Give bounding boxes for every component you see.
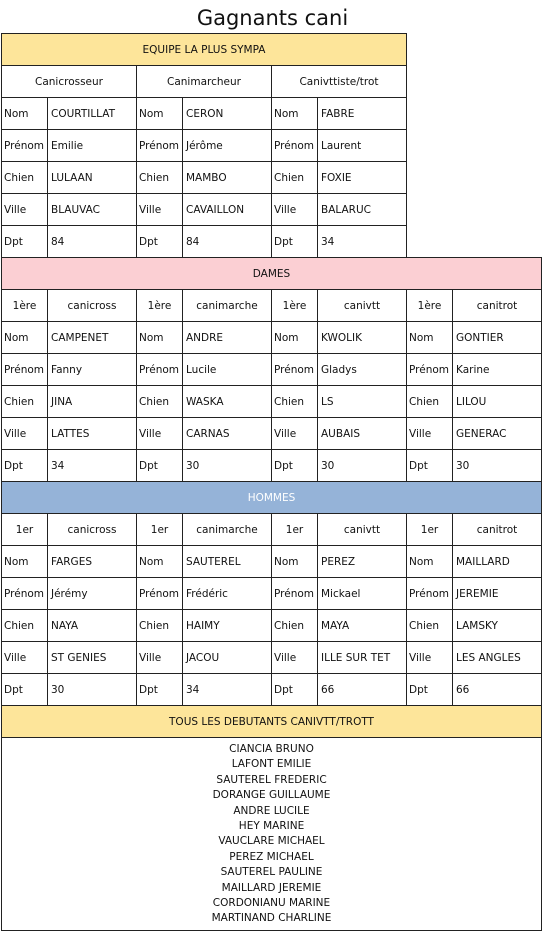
- dames-dpt-1: 30: [183, 450, 272, 482]
- hommes-prenom-2: Mickael: [318, 578, 407, 610]
- label-ville: Ville: [2, 642, 48, 674]
- hommes-nom-3: MAILLARD: [453, 546, 542, 578]
- sympa-nom-2: FABRE: [318, 98, 407, 130]
- label-chien: Chien: [2, 162, 48, 194]
- list-item: SAUTEREL PAULINE: [220, 866, 323, 879]
- label-dpt: Dpt: [137, 674, 183, 706]
- hommes-row-dpt: [2, 674, 542, 706]
- label-chien: Chien: [407, 386, 453, 418]
- list-item: DORANGE GUILLAUME: [212, 789, 331, 802]
- label-dpt: Dpt: [2, 674, 48, 706]
- label-prenom: Prénom: [2, 354, 48, 386]
- label-ville: Ville: [272, 642, 318, 674]
- label-nom: Nom: [407, 322, 453, 354]
- label-chien: Chien: [137, 386, 183, 418]
- dames-prenom-0: Fanny: [48, 354, 137, 386]
- dames-chien-0: JINA: [48, 386, 137, 418]
- hommes-ville-3: LES ANGLES: [453, 642, 542, 674]
- list-item: MARTINAND CHARLINE: [211, 912, 332, 925]
- dames-chien-2: LS: [318, 386, 407, 418]
- label-dpt: Dpt: [407, 450, 453, 482]
- label-chien: Chien: [2, 386, 48, 418]
- dames-dpt-2: 30: [318, 450, 407, 482]
- label-ville: Ville: [272, 418, 318, 450]
- sympa-row-prenom: [2, 130, 542, 162]
- dames-rank-2: 1ère: [272, 290, 318, 322]
- debutants-banner: TOUS LES DEBUTANTS CANIVTT/TROTT: [2, 706, 542, 738]
- dames-row-chien: [2, 386, 542, 418]
- dames-discipline-3: canitrot: [453, 290, 542, 322]
- label-prenom: Prénom: [272, 354, 318, 386]
- hommes-row-chien: [2, 610, 542, 642]
- sympa-dpt-1: 84: [183, 226, 272, 258]
- hommes-discipline-3: canitrot: [453, 514, 542, 546]
- list-item: ANDRE LUCILE: [233, 804, 310, 817]
- label-nom: Nom: [407, 546, 453, 578]
- dames-ville-3: GENERAC: [453, 418, 542, 450]
- label-nom: Nom: [137, 322, 183, 354]
- label-chien: Chien: [137, 610, 183, 642]
- dames-prenom-1: Lucile: [183, 354, 272, 386]
- dames-ville-2: AUBAIS: [318, 418, 407, 450]
- hommes-chien-3: LAMSKY: [453, 610, 542, 642]
- sympa-header-1: Canimarcheur: [137, 66, 272, 98]
- page-title: Gagnants cani: [196, 6, 349, 30]
- sympa-ville-2: BALARUC: [318, 194, 407, 226]
- label-prenom: Prénom: [137, 354, 183, 386]
- hommes-dpt-2: 66: [318, 674, 407, 706]
- label-prenom: Prénom: [407, 578, 453, 610]
- label-ville: Ville: [407, 418, 453, 450]
- dames-ville-0: LATTES: [48, 418, 137, 450]
- hommes-header-row: [2, 514, 542, 546]
- label-prenom: Prénom: [2, 578, 48, 610]
- hommes-rank-1: 1er: [137, 514, 183, 546]
- label-prenom: Prénom: [2, 130, 48, 162]
- sympa-nom-1: CERON: [183, 98, 272, 130]
- dames-prenom-3: Karine: [453, 354, 542, 386]
- dames-rank-3: 1ère: [407, 290, 453, 322]
- label-dpt: Dpt: [2, 226, 48, 258]
- sympa-prenom-0: Emilie: [48, 130, 137, 162]
- label-dpt: Dpt: [137, 226, 183, 258]
- label-prenom: Prénom: [272, 130, 318, 162]
- label-nom: Nom: [137, 546, 183, 578]
- label-chien: Chien: [407, 610, 453, 642]
- hommes-dpt-3: 66: [453, 674, 542, 706]
- label-nom: Nom: [2, 322, 48, 354]
- hommes-chien-1: HAIMY: [183, 610, 272, 642]
- list-item: SAUTEREL FREDERIC: [216, 773, 327, 786]
- label-dpt: Dpt: [137, 450, 183, 482]
- hommes-discipline-1: canimarche: [183, 514, 272, 546]
- label-nom: Nom: [272, 98, 318, 130]
- label-ville: Ville: [272, 194, 318, 226]
- hommes-nom-1: SAUTEREL: [183, 546, 272, 578]
- hommes-rank-0: 1er: [2, 514, 48, 546]
- sympa-chien-0: LULAAN: [48, 162, 137, 194]
- list-item: HEY MARINE: [238, 820, 305, 833]
- label-chien: Chien: [272, 162, 318, 194]
- label-nom: Nom: [2, 98, 48, 130]
- dames-row-ville: [2, 418, 542, 450]
- list-item: CORDONIANU MARINE: [212, 897, 331, 910]
- label-dpt: Dpt: [272, 226, 318, 258]
- debutants-list: [2, 738, 542, 931]
- hommes-prenom-0: Jérémy: [48, 578, 137, 610]
- sympa-ville-0: BLAUVAC: [48, 194, 137, 226]
- label-ville: Ville: [407, 642, 453, 674]
- label-dpt: Dpt: [272, 674, 318, 706]
- list-item: PEREZ MICHAEL: [229, 850, 314, 863]
- label-prenom: Prénom: [272, 578, 318, 610]
- hommes-row-nom: [2, 546, 542, 578]
- hommes-banner: HOMMES: [2, 482, 542, 514]
- hommes-discipline-2: canivtt: [318, 514, 407, 546]
- label-prenom: Prénom: [137, 130, 183, 162]
- sympa-row-chien: [2, 162, 542, 194]
- dames-nom-1: ANDRE: [183, 322, 272, 354]
- label-dpt: Dpt: [2, 450, 48, 482]
- sympa-banner: EQUIPE LA PLUS SYMPA: [2, 34, 407, 66]
- dames-dpt-0: 34: [48, 450, 137, 482]
- dames-nom-0: CAMPENET: [48, 322, 137, 354]
- sympa-row-ville: [2, 194, 542, 226]
- label-chien: Chien: [2, 610, 48, 642]
- label-prenom: Prénom: [407, 354, 453, 386]
- sympa-prenom-1: Jérôme: [183, 130, 272, 162]
- dames-chien-3: LILOU: [453, 386, 542, 418]
- dames-row-prenom: [2, 354, 542, 386]
- dames-nom-3: GONTIER: [453, 322, 542, 354]
- dames-prenom-2: Gladys: [318, 354, 407, 386]
- hommes-dpt-0: 30: [48, 674, 137, 706]
- list-item: LAFONT EMILIE: [231, 758, 312, 771]
- hommes-ville-2: ILLE SUR TET: [318, 642, 407, 674]
- label-dpt: Dpt: [272, 450, 318, 482]
- winners-table: [1, 33, 542, 931]
- hommes-dpt-1: 34: [183, 674, 272, 706]
- label-prenom: Prénom: [137, 578, 183, 610]
- dames-dpt-3: 30: [453, 450, 542, 482]
- sympa-row-dpt: [2, 226, 542, 258]
- label-chien: Chien: [272, 610, 318, 642]
- dames-banner: DAMES: [2, 258, 542, 290]
- list-item: VAUCLARE MICHAEL: [218, 835, 325, 848]
- label-nom: Nom: [272, 546, 318, 578]
- sympa-chien-2: FOXIE: [318, 162, 407, 194]
- label-ville: Ville: [137, 418, 183, 450]
- dames-discipline-2: canivtt: [318, 290, 407, 322]
- hommes-nom-2: PEREZ: [318, 546, 407, 578]
- hommes-row-prenom: [2, 578, 542, 610]
- dames-discipline-1: canimarche: [183, 290, 272, 322]
- hommes-nom-0: FARGES: [48, 546, 137, 578]
- sympa-chien-1: MAMBO: [183, 162, 272, 194]
- hommes-prenom-3: JEREMIE: [453, 578, 542, 610]
- label-ville: Ville: [137, 194, 183, 226]
- hommes-ville-0: ST GENIES: [48, 642, 137, 674]
- hommes-rank-3: 1er: [407, 514, 453, 546]
- label-nom: Nom: [137, 98, 183, 130]
- hommes-row-ville: [2, 642, 542, 674]
- label-chien: Chien: [272, 386, 318, 418]
- dames-header-row: [2, 290, 542, 322]
- dames-rank-1: 1ère: [137, 290, 183, 322]
- label-ville: Ville: [2, 418, 48, 450]
- dames-row-nom: [2, 322, 542, 354]
- sympa-header-0: Canicrosseur: [2, 66, 137, 98]
- dames-discipline-0: canicross: [48, 290, 137, 322]
- label-ville: Ville: [137, 642, 183, 674]
- sympa-ville-1: CAVAILLON: [183, 194, 272, 226]
- label-ville: Ville: [2, 194, 48, 226]
- label-nom: Nom: [272, 322, 318, 354]
- list-item: MAILLARD JEREMIE: [221, 881, 322, 894]
- label-chien: Chien: [137, 162, 183, 194]
- dames-nom-2: KWOLIK: [318, 322, 407, 354]
- sympa-prenom-2: Laurent: [318, 130, 407, 162]
- sympa-dpt-0: 84: [48, 226, 137, 258]
- sympa-nom-0: COURTILLAT: [48, 98, 137, 130]
- dames-rank-0: 1ère: [2, 290, 48, 322]
- sympa-dpt-2: 34: [318, 226, 407, 258]
- sympa-row-nom: [2, 98, 542, 130]
- dames-chien-1: WASKA: [183, 386, 272, 418]
- list-item: CIANCIA BRUNO: [229, 743, 314, 755]
- label-dpt: Dpt: [407, 674, 453, 706]
- dames-row-dpt: [2, 450, 542, 482]
- hommes-chien-2: MAYA: [318, 610, 407, 642]
- dames-ville-1: CARNAS: [183, 418, 272, 450]
- sympa-header-2: Canivttiste/trot: [272, 66, 407, 98]
- label-nom: Nom: [2, 546, 48, 578]
- hommes-chien-0: NAYA: [48, 610, 137, 642]
- hommes-rank-2: 1er: [272, 514, 318, 546]
- hommes-prenom-1: Frédéric: [183, 578, 272, 610]
- hommes-discipline-0: canicross: [48, 514, 137, 546]
- hommes-ville-1: JACOU: [183, 642, 272, 674]
